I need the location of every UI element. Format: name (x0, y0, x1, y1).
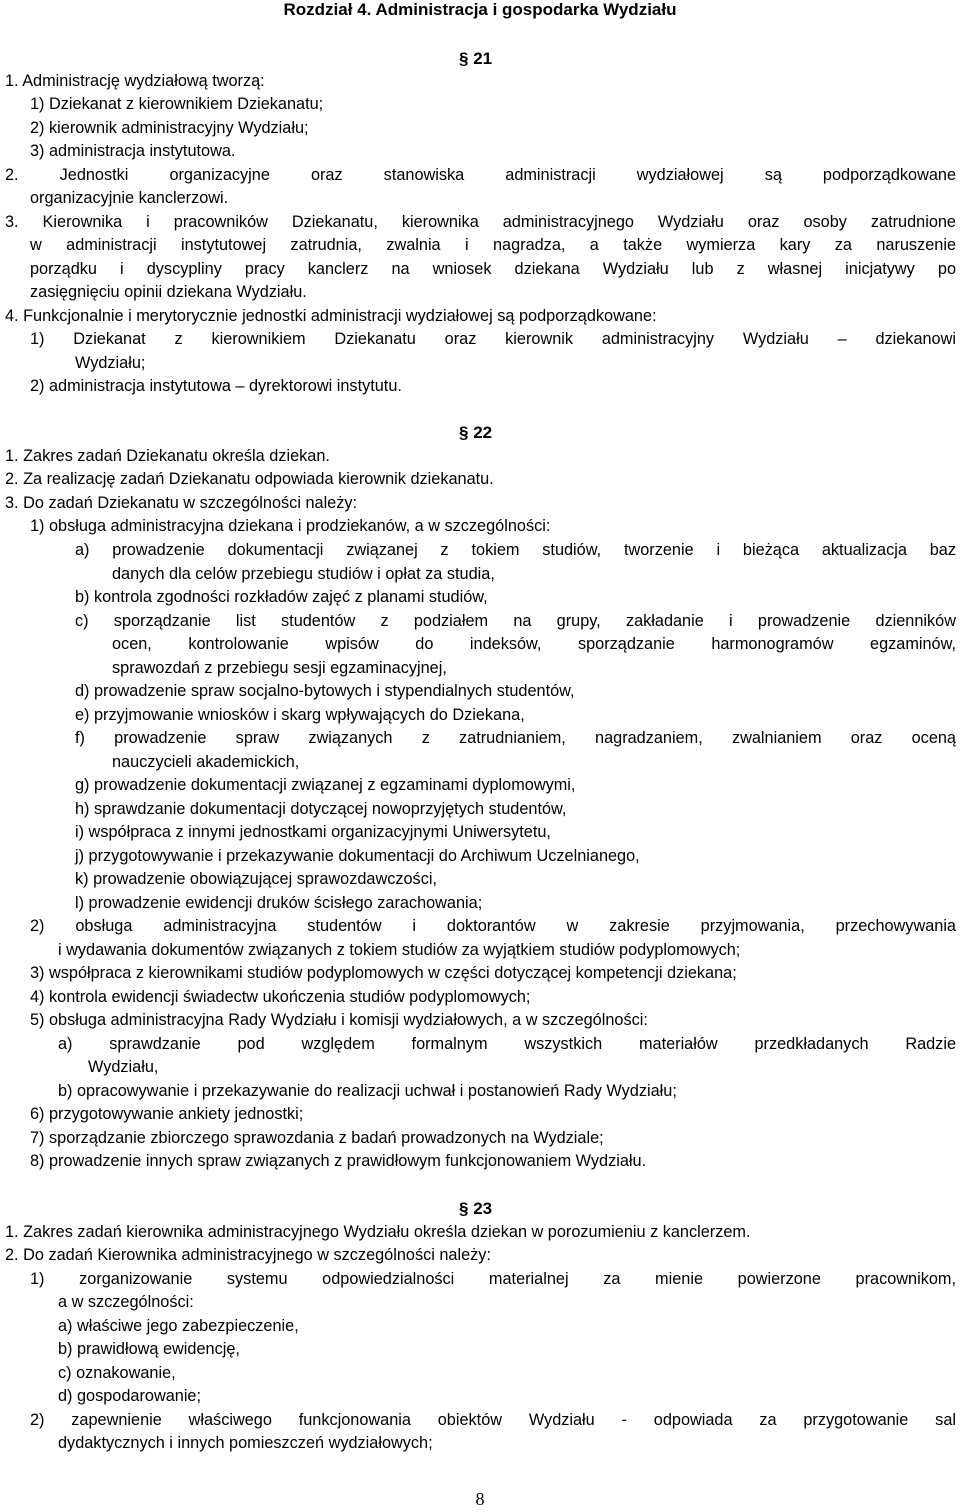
section-21-heading: § 21 (459, 49, 493, 68)
text-line: 3. Do zadań Dziekanatu w szczególności należy: (5, 494, 358, 512)
text-line: 4. Funkcjonalnie i merytorycznie jednostki administracji wydziałowej są podporządkowane: (5, 307, 657, 325)
text-line: danych dla celów przebiegu studiów i opłat za studia, (112, 565, 495, 583)
text-line: 1. Zakres zadań kierownika administracyjnego Wydziału określa dziekan w porozumieniu z kanclerzem. (5, 1223, 751, 1241)
text-line: a) prowadzenie dokumentacji związanej z tokiem studiów, tworzenie i bieżąca aktualizacja baz (75, 541, 956, 559)
text-line: 2) zapewnienie właściwego funkcjonowania obiektów Wydziału - odpowiada za przygotowanie sal (30, 1411, 956, 1429)
text-line: f) prowadzenie spraw związanych z zatrudnianiem, nagradzaniem, zwalnianiem oraz oceną (75, 729, 956, 747)
text-line: g) prowadzenie dokumentacji związanej z egzaminami dyplomowymi, (75, 776, 576, 794)
text-line: 3) administracja instytutowa. (30, 142, 236, 160)
text-line: 2. Do zadań Kierownika administracyjnego w szczególności należy: (5, 1246, 491, 1264)
text-line: 8) prowadzenie innych spraw związanych z prawidłowym funkcjonowaniem Wydziału. (30, 1152, 647, 1170)
text-line: k) prowadzenie obowiązującej sprawozdawczości, (75, 870, 437, 888)
text-line: h) sprawdzanie dokumentacji dotyczącej nowoprzyjętych studentów, (75, 800, 567, 818)
text-line: b) kontrola zgodności rozkładów zajęć z planami studiów, (75, 588, 488, 606)
text-line: ocen, kontrolowanie wpisów do indeksów, sporządzanie harmonogramów egzaminów, (112, 635, 956, 653)
text-line: 6) przygotowywanie ankiety jednostki; (30, 1105, 304, 1123)
text-line: 1) obsługa administracyjna dziekana i prodziekanów, a w szczególności: (30, 517, 551, 535)
text-line: 4) kontrola ewidencji świadectw ukończenia studiów podyplomowych; (30, 988, 531, 1006)
text-line: a) właściwe jego zabezpieczenie, (58, 1317, 299, 1335)
text-line: b) prawidłową ewidencję, (58, 1340, 240, 1358)
text-line: 2. Za realizację zadań Dziekanatu odpowiada kierownik dziekanatu. (5, 470, 494, 488)
text-line: porządku i dyscypliny pracy kanclerz na wniosek dziekana Wydziału lub z własnej inicjatywy po (30, 260, 956, 278)
text-line: 2) kierownik administracyjny Wydziału; (30, 119, 309, 137)
text-line: 2) administracja instytutowa – dyrektorowi instytutu. (30, 377, 402, 395)
text-line: d) gospodarowanie; (58, 1387, 202, 1405)
text-line: j) przygotowywanie i przekazywanie dokumentacji do Archiwum Uczelnianego, (75, 847, 640, 865)
text-line: 2) obsługa administracyjna studentów i doktorantów w zakresie przyjmowania, przechowywania (30, 917, 956, 935)
text-line: d) prowadzenie spraw socjalno-bytowych i stypendialnych studentów, (75, 682, 575, 700)
section-number: 23 (473, 1199, 493, 1218)
text-line: organizacyjnie kanclerzowi. (30, 189, 229, 207)
text-line: zasięgnięciu opinii dziekana Wydziału. (30, 283, 307, 301)
text-line: 7) sporządzanie zbiorczego sprawozdania z badań prowadzonych na Wydziale; (30, 1129, 604, 1147)
text-line: l) prowadzenie ewidencji druków ścisłego zarachowania; (75, 894, 483, 912)
text-line: nauczycieli akademickich, (112, 753, 300, 771)
text-line: 2. Jednostki organizacyjne oraz stanowiska administracji wydziałowej są podporządkowane (5, 166, 956, 184)
section-22-heading: § 22 (459, 423, 493, 442)
text-line: i) współpraca z innymi jednostkami organizacyjnymi Uniwersytetu, (75, 823, 551, 841)
text-line: a) sprawdzanie pod względem formalnym wszystkich materiałów przedkładanych Radzie (58, 1035, 956, 1053)
text-line: 3) współpraca z kierownikami studiów podyplomowych w części dotyczącej kompetencji dziekana; (30, 964, 737, 982)
text-line: a w szczególności: (58, 1293, 194, 1311)
text-line: 1) zorganizowanie systemu odpowiedzialności materialnej za mienie powierzone pracownikom, (30, 1270, 956, 1288)
text-line: 1. Administrację wydziałową tworzą: (5, 72, 265, 90)
text-line: 1) Dziekanat z kierownikiem Dziekanatu oraz kierownik administracyjny Wydziału – dziekanowi (30, 330, 956, 348)
text-line: c) sporządzanie list studentów z podziałem na grupy, zakładanie i prowadzenie dzienników (75, 612, 956, 630)
section-number: 21 (473, 49, 493, 68)
text-line: 1. Zakres zadań Dziekanatu określa dziekan. (5, 447, 330, 465)
text-line: Wydziału, (88, 1058, 159, 1076)
text-line: dydaktycznych i innych pomieszczeń wydziałowych; (58, 1434, 433, 1452)
section-number: 22 (473, 423, 493, 442)
text-line: 3. Kierownika i pracowników Dziekanatu, kierownika administracyjnego Wydziału oraz osoby zatrudnione (5, 213, 956, 231)
text-line: e) przyjmowanie wniosków i skarg wpływających do Dziekana, (75, 706, 525, 724)
section-23-heading: § 23 (459, 1199, 493, 1218)
text-line: i wydawania dokumentów związanych z tokiem studiów za wyjątkiem studiów podyplomowych; (58, 941, 741, 959)
text-line: 1) Dziekanat z kierownikiem Dziekanatu; (30, 95, 324, 113)
text-line: c) oznakowanie, (58, 1364, 176, 1382)
chapter-title: Rozdział 4. Administracja i gospodarka Wydziału (283, 0, 677, 19)
page-number: 8 (475, 1489, 485, 1509)
text-line: w administracji instytutowej zatrudnia, zwalnia i nagradza, a także wymierza kary za naruszenie (30, 236, 956, 254)
text-line: b) opracowywanie i przekazywanie do realizacji uchwał i postanowień Rady Wydziału; (58, 1082, 677, 1100)
text-line: sprawozdań z przebiegu sesji egzaminacyjnej, (112, 659, 447, 677)
text-line: Wydziału; (75, 354, 146, 372)
text-line: 5) obsługa administracyjna Rady Wydziału i komisji wydziałowych, a w szczególności: (30, 1011, 648, 1029)
